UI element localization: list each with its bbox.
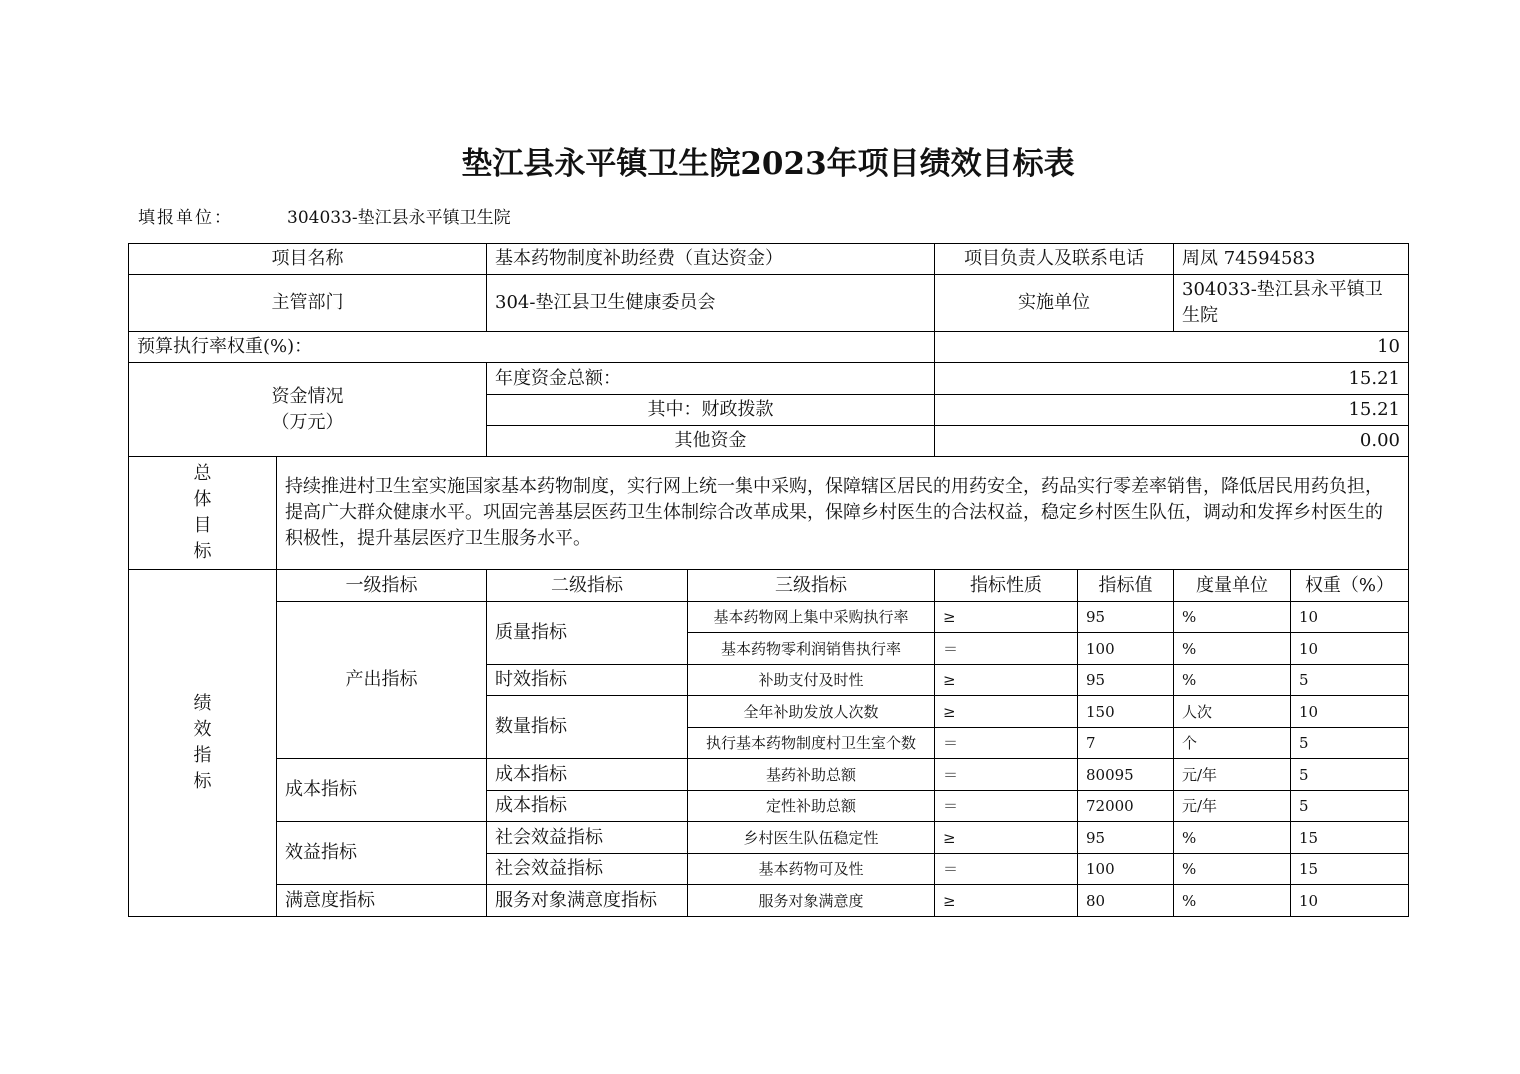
header-weight: 权重（%） bbox=[1291, 570, 1409, 602]
weight-cell: 5 bbox=[1291, 665, 1409, 696]
value-cell: 95 bbox=[1078, 602, 1174, 633]
level3-cell: 基本药物网上集中采购执行率 bbox=[688, 602, 935, 633]
unit-cell: 元/年 bbox=[1174, 759, 1291, 791]
goal-label-char: 总 bbox=[193, 463, 212, 484]
value-cell: 150 bbox=[1078, 696, 1174, 728]
fund-label-line2: （万元） bbox=[271, 411, 344, 433]
impl-label: 实施单位 bbox=[935, 275, 1174, 332]
header-nature: 指标性质 bbox=[935, 570, 1078, 602]
level2-social-b: 社会效益指标 bbox=[487, 854, 688, 885]
nature-cell: ≥ bbox=[935, 665, 1078, 696]
value-cell: 7 bbox=[1078, 728, 1174, 759]
indicator-header-row bbox=[129, 570, 1409, 602]
fund-other-label: 其他资金 bbox=[487, 426, 935, 457]
header-level2: 二级指标 bbox=[487, 570, 688, 602]
fund-total-row bbox=[129, 363, 1409, 395]
unit-cell: % bbox=[1174, 602, 1291, 633]
weight-cell: 5 bbox=[1291, 728, 1409, 759]
value-cell: 100 bbox=[1078, 854, 1174, 885]
fund-label-line1: 资金情况 bbox=[271, 385, 344, 407]
level3-cell: 全年补助发放人次数 bbox=[688, 696, 935, 728]
project-name-row bbox=[129, 244, 1409, 275]
dept-value: 304-垫江县卫生健康委员会 bbox=[487, 275, 935, 332]
level3-cell: 乡村医生队伍稳定性 bbox=[688, 822, 935, 854]
level2-social-a: 社会效益指标 bbox=[487, 822, 688, 854]
fund-total-label: 年度资金总额： bbox=[487, 363, 935, 395]
weight-cell: 15 bbox=[1291, 854, 1409, 885]
project-name-label: 项目名称 bbox=[129, 244, 487, 275]
goal-label-char: 体 bbox=[193, 489, 212, 510]
overall-goal-text: 持续推进村卫生室实施国家基本药物制度，实行网上统一集中采购，保障辖区居民的用药安全，药品实行零差率销售，降低居民用药负担，提高广大群众健康水平。巩固完善基层医药卫生体制综合改革成果，保障乡村医生的合法权益，稳定乡村医生队伍，调动和发挥乡村医生的积极性，提升基层医疗卫生服务水平。 bbox=[277, 457, 1409, 570]
level1-satisfaction: 满意度指标 bbox=[277, 885, 487, 917]
overall-goal-label bbox=[129, 457, 277, 570]
contact-label: 项目负责人及联系电话 bbox=[935, 244, 1174, 275]
fund-total-value: 15.21 bbox=[935, 363, 1409, 395]
impl-value: 304033-垫江县永平镇卫生院 bbox=[1174, 275, 1409, 332]
filler-unit-label: 填报单位： bbox=[138, 208, 233, 228]
table-row bbox=[129, 822, 1409, 854]
nature-cell: ＝ bbox=[935, 633, 1078, 665]
nature-cell: ≥ bbox=[935, 885, 1078, 917]
department-row bbox=[129, 275, 1409, 332]
budget-weight-row bbox=[129, 332, 1409, 363]
indicator-label-char: 绩 bbox=[193, 693, 212, 714]
nature-cell: ≥ bbox=[935, 696, 1078, 728]
fund-fiscal-label: 其中：财政拨款 bbox=[487, 395, 935, 426]
nature-cell: ＝ bbox=[935, 759, 1078, 791]
value-cell: 80 bbox=[1078, 885, 1174, 917]
weight-cell: 15 bbox=[1291, 822, 1409, 854]
unit-cell: % bbox=[1174, 633, 1291, 665]
nature-cell: ≥ bbox=[935, 602, 1078, 633]
table-row bbox=[129, 885, 1409, 917]
nature-cell: ＝ bbox=[935, 791, 1078, 822]
page-title: 垫江县永平镇卫生院2023年项目绩效目标表 bbox=[461, 146, 1075, 182]
value-cell: 100 bbox=[1078, 633, 1174, 665]
level1-cost: 成本指标 bbox=[277, 759, 487, 822]
value-cell: 95 bbox=[1078, 822, 1174, 854]
level2-timeliness: 时效指标 bbox=[487, 665, 688, 696]
indicator-label bbox=[129, 570, 277, 917]
level2-service: 服务对象满意度指标 bbox=[487, 885, 688, 917]
fund-fiscal-value: 15.21 bbox=[935, 395, 1409, 426]
unit-cell: % bbox=[1174, 885, 1291, 917]
nature-cell: ≥ bbox=[935, 822, 1078, 854]
goal-label-char: 标 bbox=[193, 541, 212, 562]
nature-cell: ＝ bbox=[935, 854, 1078, 885]
level2-quality: 质量指标 bbox=[487, 602, 688, 665]
nature-cell: ＝ bbox=[935, 728, 1078, 759]
level2-cost-b: 成本指标 bbox=[487, 791, 688, 822]
fund-label bbox=[129, 363, 487, 457]
unit-cell: % bbox=[1174, 822, 1291, 854]
level3-cell: 基本药物零利润销售执行率 bbox=[688, 633, 935, 665]
level3-cell: 服务对象满意度 bbox=[688, 885, 935, 917]
level3-cell: 执行基本药物制度村卫生室个数 bbox=[688, 728, 935, 759]
weight-cell: 10 bbox=[1291, 696, 1409, 728]
header-value: 指标值 bbox=[1078, 570, 1174, 602]
level1-benefit: 效益指标 bbox=[277, 822, 487, 885]
unit-cell: 元/年 bbox=[1174, 791, 1291, 822]
level3-cell: 基本药物可及性 bbox=[688, 854, 935, 885]
budget-weight-value: 10 bbox=[935, 332, 1409, 363]
overall-goal-row bbox=[129, 457, 1409, 570]
table-row bbox=[129, 602, 1409, 633]
level2-cost-a: 成本指标 bbox=[487, 759, 688, 791]
indicator-label-char: 标 bbox=[193, 771, 212, 792]
value-cell: 80095 bbox=[1078, 759, 1174, 791]
weight-cell: 10 bbox=[1291, 885, 1409, 917]
weight-cell: 10 bbox=[1291, 602, 1409, 633]
level3-cell: 定性补助总额 bbox=[688, 791, 935, 822]
indicator-label-char: 指 bbox=[193, 745, 212, 766]
performance-table bbox=[128, 243, 1409, 917]
level1-output: 产出指标 bbox=[277, 602, 487, 759]
goal-label-char: 目 bbox=[193, 515, 212, 536]
contact-value: 周凤 74594583 bbox=[1174, 244, 1409, 275]
level2-quantity: 数量指标 bbox=[487, 696, 688, 759]
header-level3: 三级指标 bbox=[688, 570, 935, 602]
weight-cell: 10 bbox=[1291, 633, 1409, 665]
weight-cell: 5 bbox=[1291, 759, 1409, 791]
weight-cell: 5 bbox=[1291, 791, 1409, 822]
unit-cell: 人次 bbox=[1174, 696, 1291, 728]
project-name-value: 基本药物制度补助经费（直达资金） bbox=[487, 244, 935, 275]
header-unit: 度量单位 bbox=[1174, 570, 1291, 602]
fund-other-value: 0.00 bbox=[935, 426, 1409, 457]
budget-weight-label: 预算执行率权重(%)： bbox=[129, 332, 935, 363]
dept-label: 主管部门 bbox=[129, 275, 487, 332]
indicator-label-char: 效 bbox=[193, 719, 212, 740]
level3-cell: 补助支付及时性 bbox=[688, 665, 935, 696]
unit-cell: % bbox=[1174, 665, 1291, 696]
unit-cell: % bbox=[1174, 854, 1291, 885]
filler-unit-value: 304033-垫江县永平镇卫生院 bbox=[287, 208, 511, 228]
value-cell: 95 bbox=[1078, 665, 1174, 696]
header-level1: 一级指标 bbox=[277, 570, 487, 602]
unit-cell: 个 bbox=[1174, 728, 1291, 759]
value-cell: 72000 bbox=[1078, 791, 1174, 822]
table-row bbox=[129, 759, 1409, 791]
level3-cell: 基药补助总额 bbox=[688, 759, 935, 791]
